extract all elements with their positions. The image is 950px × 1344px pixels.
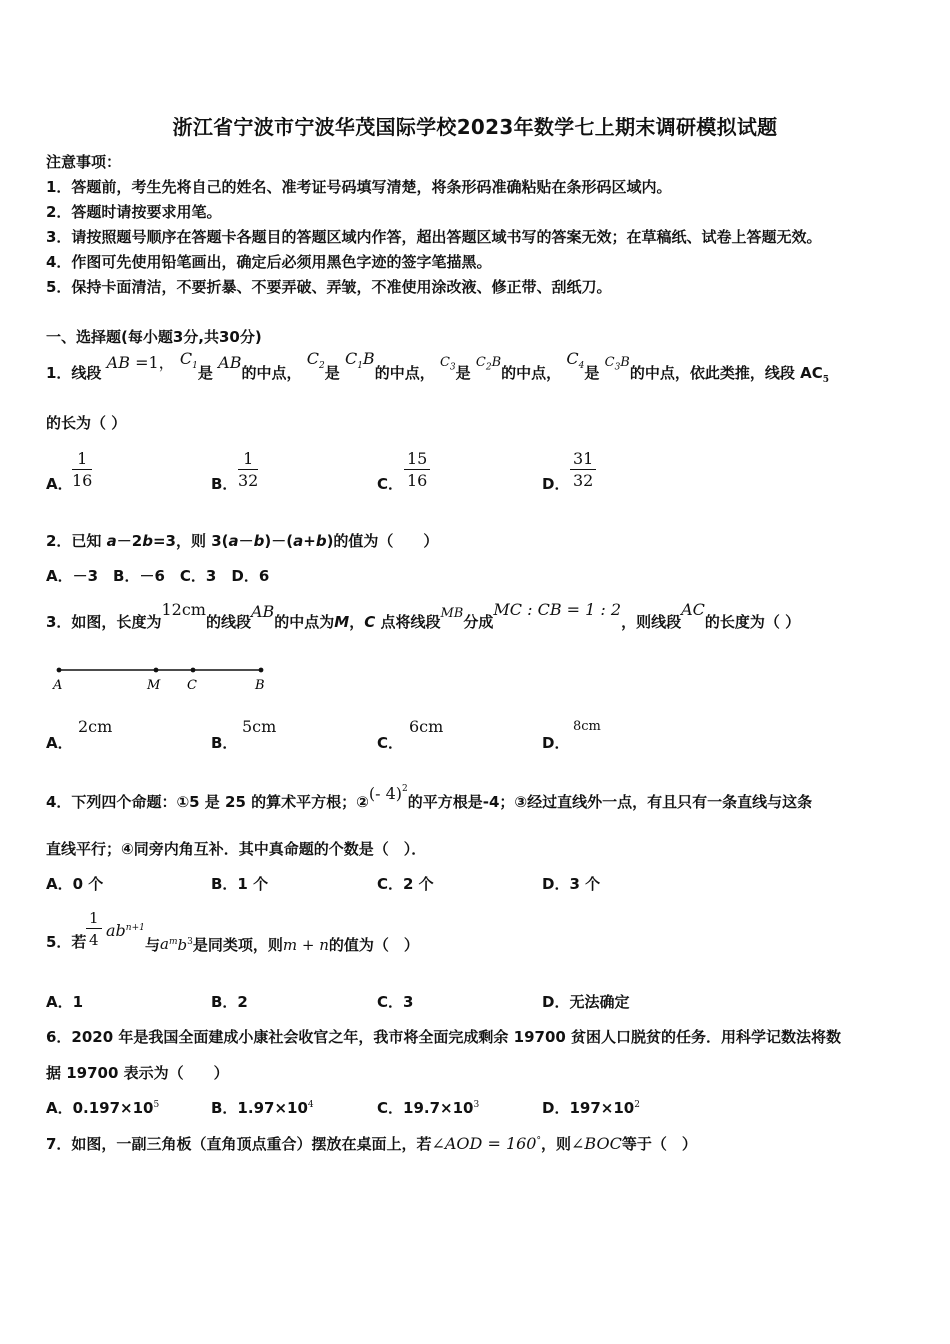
q1-text: 的中点， — [374, 364, 435, 382]
q3-line-segment-figure — [48, 662, 278, 694]
q1-text: 是 — [324, 364, 340, 382]
question-5-prefix: 5．若 — [46, 933, 87, 951]
q1-option-b-label: B． — [211, 475, 238, 493]
q1-option-c-label: C． — [377, 475, 404, 493]
q5-term: $ab^{n+1}$ — [106, 921, 145, 940]
q6-option-a: A．$0.197\times 10^5$ — [46, 1099, 160, 1117]
label-m: M — [147, 678, 161, 693]
q1-text: 的中点，依此类推，线段 AC — [629, 364, 823, 382]
q1-math-eq: =1， — [129, 353, 175, 372]
q1-text: 是 — [197, 364, 213, 382]
question-7: 7．如图，一副三角板（直角顶点重合）摆放在桌面上，若∠AOD = 160°，则∠BOC等于（ ） — [46, 1134, 697, 1153]
note-item: 1．答题前，考生先将自己的姓名、准考证号码填写清楚，将条形码准确粘贴在条形码区域内。 — [46, 178, 672, 196]
q6-option-d: D．$197\times 10^2$ — [542, 1099, 640, 1117]
q7-angle: ∠AOD = 160 — [431, 1134, 537, 1153]
q3-option-b-value: 5cm — [242, 717, 277, 736]
question-3: 3．如图，长度为12cm的线段AB的中点为M，C 点将线段MB分成MC : CB = 1 : 2，则线段AC的长度为（ ） — [46, 600, 801, 631]
q3-ratio: MC : CB = 1 : 2 — [493, 600, 622, 619]
q3-option-a-value: 2cm — [78, 717, 113, 736]
q5-fraction: $\frac{1}{4}$ — [86, 908, 102, 951]
exam-title: 浙江省宁波市宁波华茂国际学校2023年数学七上期末调研模拟试题 — [172, 115, 778, 139]
q4-option-a: A．0 个 — [46, 875, 104, 893]
point-m — [154, 668, 159, 673]
q1-math-c1: $C_1$ — [179, 349, 198, 372]
q1-sub: 5 — [822, 375, 829, 385]
q1-option-a-fraction: $\frac{1}{16}$ — [72, 449, 93, 490]
q1-option-d-label: D． — [542, 475, 570, 493]
q1-math-c3: $C_3$ — [439, 355, 456, 373]
q1-math-c2b: $C_2B$ — [475, 355, 502, 373]
q1-text: 的中点， — [241, 364, 302, 382]
q1-text: 1．线段 — [46, 364, 102, 382]
q4-option-b: B．1 个 — [211, 875, 269, 893]
q3-option-a-label: A． — [46, 734, 73, 752]
q5-option-b: B．2 — [211, 993, 248, 1011]
q1-text: 的中点， — [501, 364, 562, 382]
q6-option-b: B．$1.97\times 10^4$ — [211, 1099, 314, 1117]
q1-math-c2: $C_2$ — [306, 349, 325, 372]
q1-option-a-label: A． — [46, 475, 73, 493]
q5-option-a: A．1 — [46, 993, 84, 1011]
q1-math-ab: AB — [218, 353, 242, 372]
question-6: 6．2020 年是我国全面建成小康社会收官之年，我市将全面完成剩余 19700 贫困人口脱贫的任务．用科学记数法将数 — [46, 1028, 842, 1046]
point-b — [259, 668, 264, 673]
q5-option-d: D．无法确定 — [542, 993, 630, 1011]
q4-line2: 直线平行；④同旁内角互补．其中真命题的个数是（ ）． — [46, 840, 427, 858]
q1-text: 是 — [584, 364, 600, 382]
q1-math-ab: AB — [106, 353, 130, 372]
q1-text: 是 — [455, 364, 471, 382]
note-item: 4．作图可先使用铅笔画出，确定后必须用黑色字迹的签字笔描黑。 — [46, 253, 492, 271]
point-c — [191, 668, 196, 673]
q1-option-b-fraction: $\frac{1}{32}$ — [238, 449, 259, 490]
q4-expression: (- 4) — [368, 784, 402, 803]
q4-option-c: C．2 个 — [377, 875, 434, 893]
q3-option-b-label: B． — [211, 734, 238, 752]
q3-option-c-value: 6cm — [409, 717, 444, 736]
q3-option-d-value: 8cm — [573, 719, 601, 734]
q2-options: A．－3 B．－6 C．3 D．6 — [46, 567, 270, 585]
note-item: 2．答题时请按要求用笔。 — [46, 203, 222, 221]
q3-length: 12cm — [161, 600, 206, 619]
q6-option-c: C．$19.7\times 10^3$ — [377, 1099, 480, 1117]
q4-option-d: D．3 个 — [542, 875, 601, 893]
question-2: 2．已知 a－2b=3，则 3(a－b)－(a+b)的值为（ ） — [46, 532, 439, 550]
q1-math-c3b: $C_3B$ — [604, 355, 630, 373]
q1-math-c1b: $C_1B$ — [344, 349, 375, 372]
q5-option-c: C．3 — [377, 993, 414, 1011]
q3-option-d-label: D． — [542, 734, 570, 752]
point-a — [57, 668, 62, 673]
section-heading: 一、选择题(每小题3分,共30分) — [46, 328, 262, 346]
label-c: C — [187, 678, 197, 693]
q1-option-d-fraction: $\frac{31}{32}$ — [570, 449, 596, 492]
note-item: 3．请按照题号顺序在答题卡各题目的答题区域内作答，超出答题区域书写的答案无效；在草稿纸、试卷上答题无效。 — [46, 228, 822, 246]
q6-line2: 据 19700 表示为（ ） — [46, 1064, 229, 1082]
q1-option-c-fraction: $\frac{15}{16}$ — [404, 449, 430, 492]
question-1 — [46, 349, 829, 390]
q5-text: 与$a^mb^3$是同类项，则m + n的值为（ ） — [145, 935, 419, 954]
label-b: B — [255, 678, 265, 693]
notes-heading: 注意事项： — [46, 153, 122, 171]
q3-option-c-label: C． — [377, 734, 404, 752]
question-4: 4．下列四个命题：①5 是 25 的算术平方根；②(- 4)$^2$的平方根是-4；③经过直线外一点，有且只有一条直线与这条 — [46, 784, 813, 811]
q1-math-c4: $C_4$ — [566, 349, 585, 372]
label-a: A — [53, 678, 63, 693]
note-item: 5．保持卡面清洁，不要折暴、不要弄破、弄皱，不准使用涂改液、修正带、刮纸刀。 — [46, 278, 612, 296]
q1-line2: 的长为（ ） — [46, 414, 127, 432]
